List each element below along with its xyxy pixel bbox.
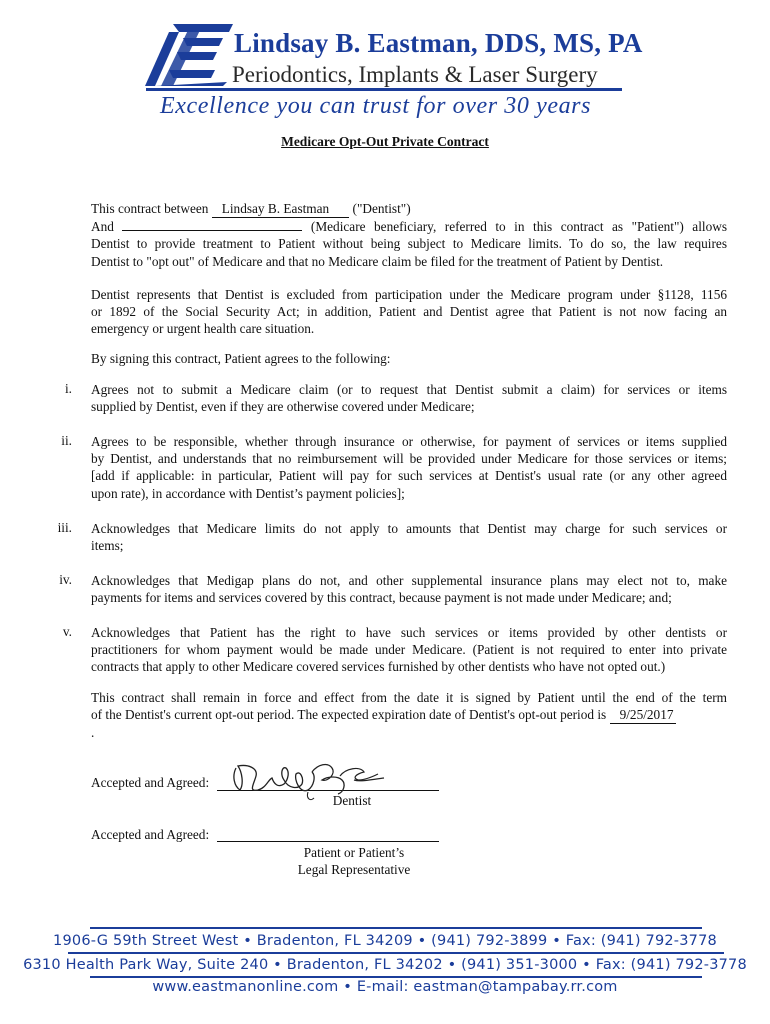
footer-rule-bottom [90, 976, 702, 978]
intro-patient-text: (Medicare beneficiary, referred to in this contract as "Patient") allows [310, 219, 728, 235]
item-number: i. [64, 381, 72, 396]
list-item [91, 624, 727, 676]
dentist-caption: Dentist [332, 793, 372, 808]
list-item [91, 572, 727, 606]
term-line-1: This contract shall remain in force and effect from the date it is signed by Patient until the end of the term [91, 690, 727, 705]
footer-rule-middle [68, 952, 724, 954]
footer-address-1: 1906-G 59th Street West • Bradenton, FL 34209 • (941) 792-3899 • Fax: (941) 792-3778 [53, 933, 717, 949]
intro-text-start: This contract between [91, 201, 209, 216]
list-item [91, 381, 727, 415]
list-item [91, 433, 727, 502]
list-item [91, 520, 727, 554]
intro-and-label: And [91, 219, 114, 235]
item-line: items; [91, 538, 124, 554]
intro-dentist-label: ("Dentist") [352, 201, 411, 216]
item-line: Agrees to be responsible, whether through insurance or otherwise, for payment of services or items supplied [91, 434, 727, 449]
intro-line-3: Dentist to provide treatment to Patient without being subject to Medicare limits. To do so, the law requires [91, 236, 727, 252]
item-line: Acknowledges that Medicare limits do not apply to amounts that Dentist may charge for such services or [91, 521, 727, 536]
document-title: Medicare Opt-Out Private Contract [281, 134, 489, 149]
item-line: practitioners for whom payment would be made under Medicare. (Patient is not required to enter into private [91, 642, 727, 658]
footer-contact: www.eastmanonline.com • E-mail: eastman@tampabay.rr.com [152, 979, 618, 995]
represents-paragraph [91, 286, 727, 338]
item-number: v. [62, 624, 72, 639]
intro-line-4: Dentist to "opt out" of Medicare and that no Medicare claim be filed for the treatment of Patient by Dentist. [91, 253, 664, 269]
dentist-name-field: Lindsay B. Eastman [212, 200, 349, 218]
represents-line-3: emergency or urgent health care situation. [91, 321, 315, 337]
practice-name: Lindsay B. Eastman, DDS, MS, PA [234, 28, 643, 58]
term-paragraph [91, 689, 727, 742]
represents-line-2: or 1892 of the Social Security Act; in addition, Patient and Dentist agree that Patient is not now facing an [91, 304, 727, 320]
intro-paragraph [91, 200, 727, 270]
item-line: contracts that apply to other Medicare covered services furnished by other dentists who have not opted out.) [91, 659, 666, 675]
represents-line-1: Dentist represents that Dentist is excluded from participation under the Medicare program under §1128, 1156 [91, 287, 727, 302]
term-line-2: of the Dentist's current opt-out period. The expected expiration date of Dentist's opt-out period is [91, 707, 607, 723]
footer-rule-top [90, 927, 702, 929]
item-line: upon rate), in accordance with Dentist’s payment policies]; [91, 485, 405, 501]
term-line-3: . [91, 725, 95, 741]
practice-tagline: Excellence you can trust for over 30 years [160, 93, 592, 119]
expiration-date-field: 9/25/2017 [610, 706, 676, 724]
item-number: iii. [57, 520, 72, 535]
letterhead-rule [146, 88, 622, 91]
patient-caption-2: Legal Representative [297, 862, 411, 877]
item-line: by Dentist, and understands that no reimbursement will be provided under Medicare for those services or items; [91, 451, 727, 467]
patient-name-field [122, 230, 302, 231]
item-line: Acknowledges that Patient has the right to have such services or items provided by other dentists or [91, 625, 727, 640]
patient-caption-1: Patient or Patient’s [303, 845, 405, 860]
patient-accept-label: Accepted and Agreed: [91, 827, 210, 842]
item-number: iv. [59, 572, 72, 587]
practice-subtitle: Periodontics, Implants & Laser Surgery [232, 62, 598, 87]
item-number: ii. [61, 433, 72, 448]
LE-monogram-logo [143, 22, 235, 88]
patient-signature-line[interactable] [217, 841, 439, 842]
footer-address-2: 6310 Health Park Way, Suite 240 • Bradenton, FL 34202 • (941) 351-3000 • Fax: (941) 792-3778 [23, 957, 747, 973]
item-line: Agrees not to submit a Medicare claim (or to request that Dentist submit a claim) for services or items [91, 382, 727, 397]
dentist-accept-label: Accepted and Agreed: [91, 775, 210, 790]
agrees-intro: By signing this contract, Patient agrees to the following: [91, 351, 391, 366]
item-line: [add if applicable: in particular, Patient will pay for such services at Dentist's usual rate (or any other agreed [91, 468, 727, 484]
item-line: supplied by Dentist, even if they are otherwise covered under Medicare; [91, 399, 475, 415]
item-line: payments for items and services covered by this contract, because payment is not made under Medicare; and; [91, 590, 672, 606]
item-line: Acknowledges that Medigap plans do not, and other supplemental insurance plans may elect not to, make [91, 573, 727, 588]
